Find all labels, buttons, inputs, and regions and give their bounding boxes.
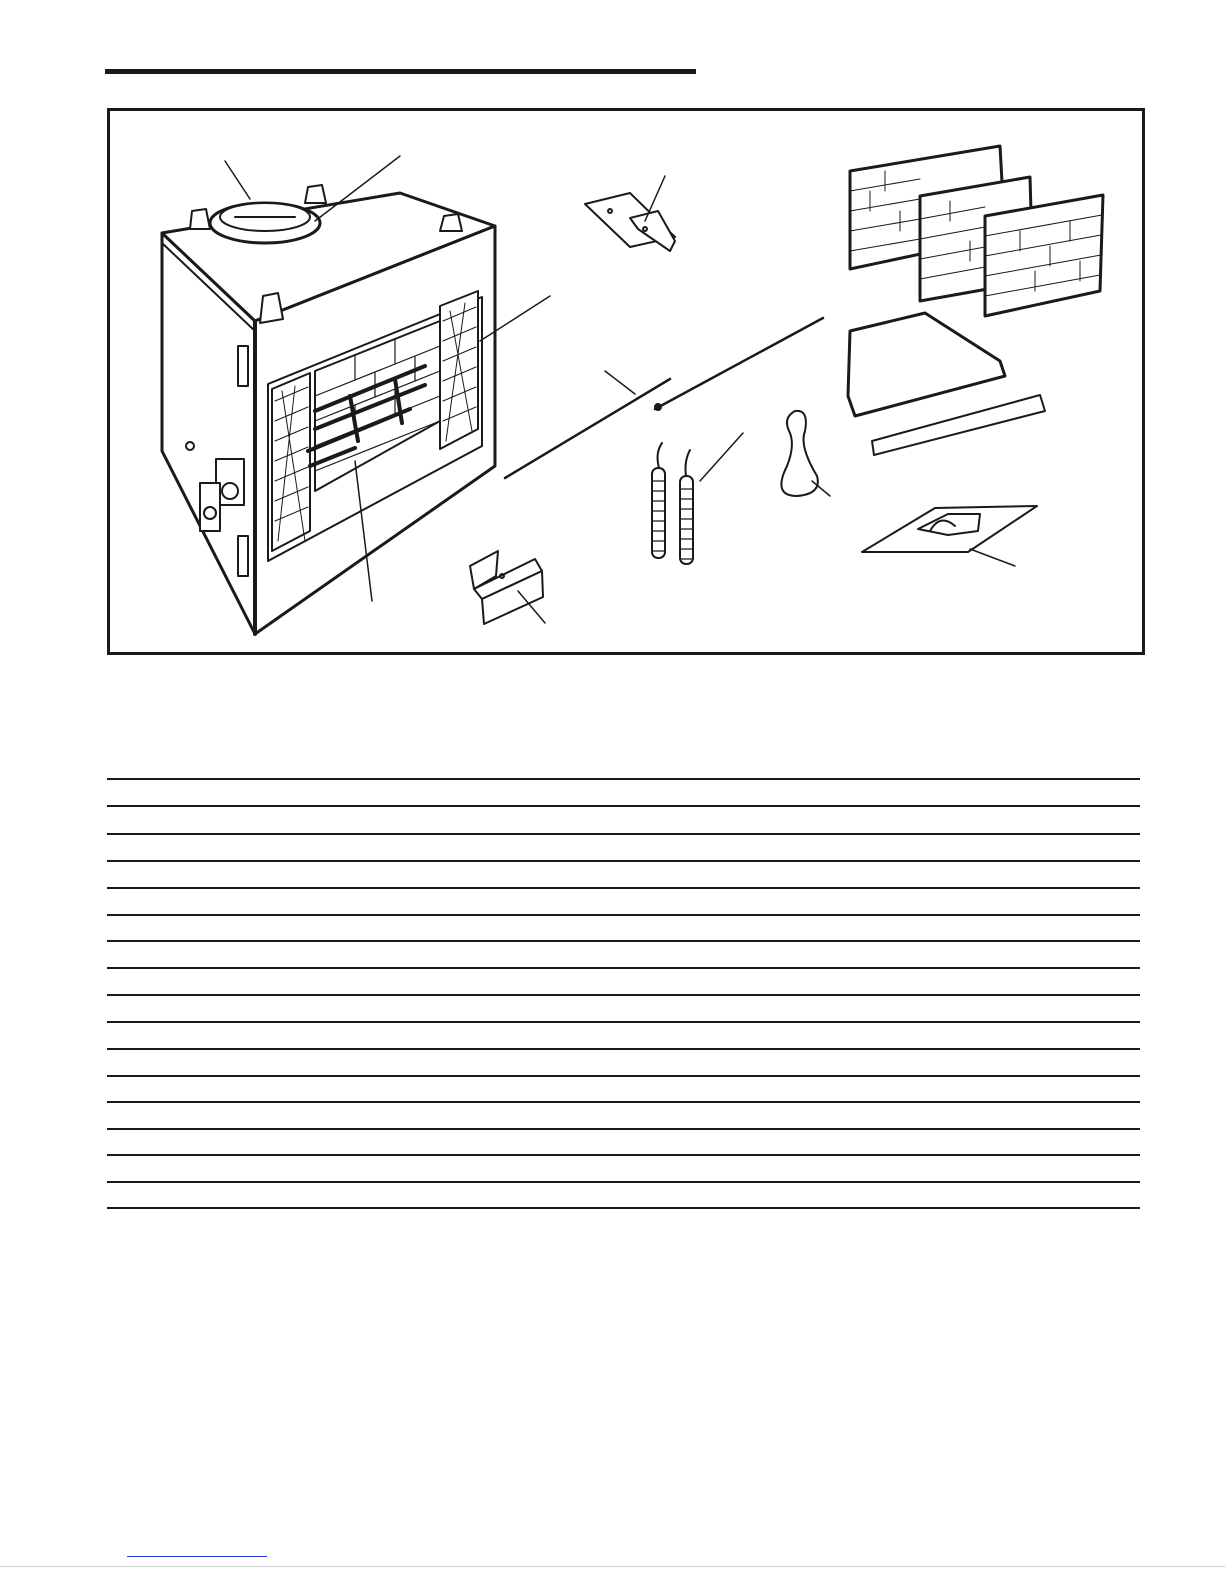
hearth-extension-icon <box>848 313 1045 455</box>
table-rule <box>107 940 1140 942</box>
table-rule <box>107 1207 1140 1209</box>
table-rule <box>107 778 1140 780</box>
table-rule <box>107 805 1140 807</box>
table-rule <box>107 887 1140 889</box>
table-rule <box>107 1021 1140 1023</box>
springs-icon <box>652 443 693 564</box>
table-rule <box>107 860 1140 862</box>
damper-rod-icon <box>505 318 823 478</box>
title-rule <box>105 69 696 74</box>
mounting-bracket-icon <box>470 551 543 624</box>
table-rule <box>107 967 1140 969</box>
table-rule <box>107 833 1140 835</box>
damper-handle-icon <box>781 411 817 496</box>
damper-bracket-icon <box>585 193 675 251</box>
table-rule <box>107 1101 1140 1103</box>
table-rule <box>107 1181 1140 1183</box>
table-rule <box>107 1075 1140 1077</box>
table-rule <box>107 1154 1140 1156</box>
refractory-panels-icon <box>850 146 1103 316</box>
table-rule <box>107 1048 1140 1050</box>
firestop-spacer-icon <box>862 506 1037 552</box>
table-rule <box>107 914 1140 916</box>
table-rule <box>107 1128 1140 1130</box>
table-rule <box>107 994 1140 996</box>
page-bottom-rule <box>0 1566 1225 1567</box>
footer-link-underline[interactable] <box>127 1556 267 1557</box>
parts-illustration-frame <box>107 108 1145 655</box>
fireplace-unit-icon <box>162 185 495 634</box>
